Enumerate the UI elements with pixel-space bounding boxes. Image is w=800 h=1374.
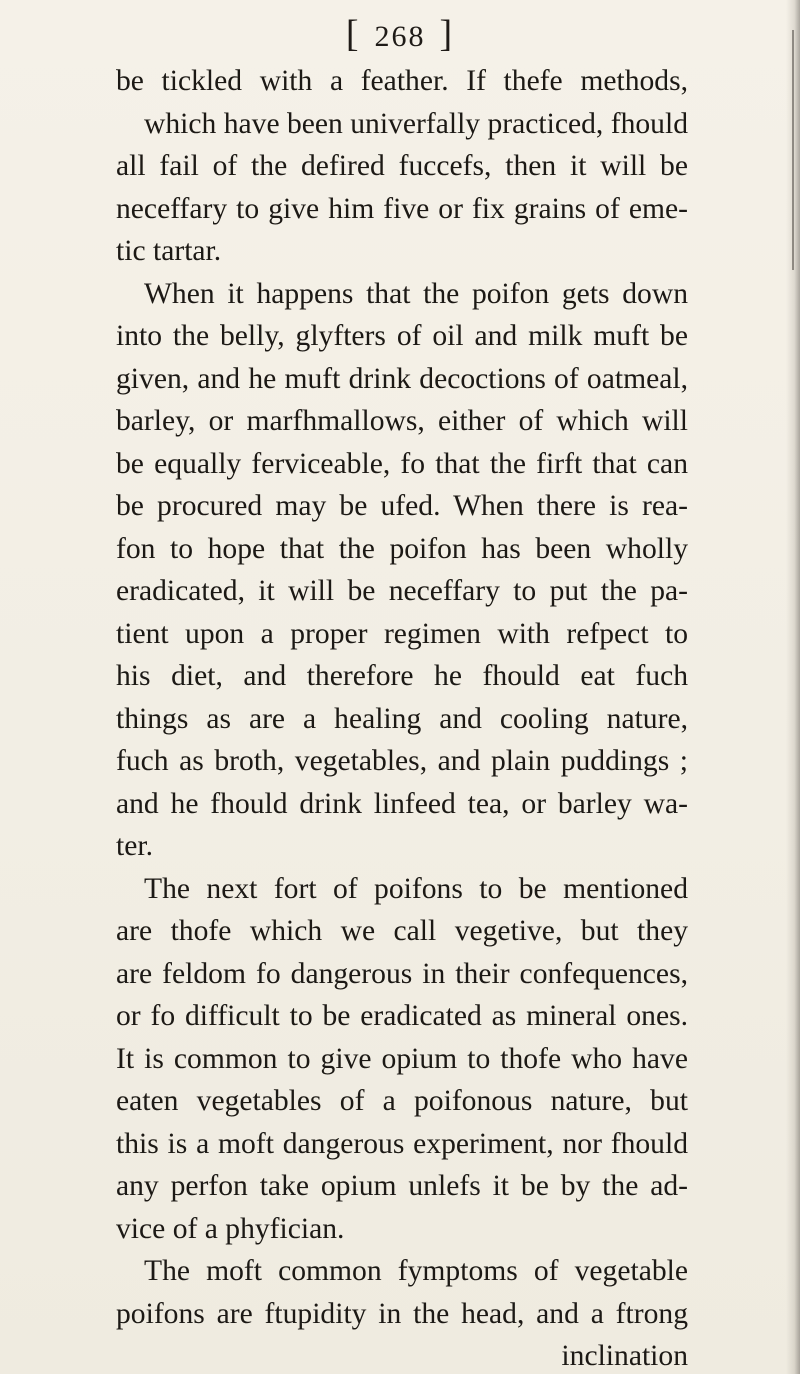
text-line: things as are a healing and cooling nature, xyxy=(116,702,688,735)
text-line: fon to hope that the poifon has been wholly xyxy=(116,532,688,565)
text-line: neceffary to give him five or fix grains of eme- xyxy=(116,192,688,225)
text-line: poifons are ftupidity in the head, and a ftrong xyxy=(116,1297,688,1330)
text-line: The next fort of poifons to be mentioned xyxy=(144,872,688,905)
text-line: fuch as broth, vegetables, and plain puddings ; xyxy=(116,745,688,777)
text-line: and he fhould drink linfeed tea, or barley wa- xyxy=(116,787,688,820)
text-line: The moft common fymptoms of vegetable xyxy=(144,1255,688,1287)
catchword: inclination xyxy=(561,1340,688,1372)
text-line: are feldom fo dangerous in their confequences, xyxy=(116,957,688,990)
header-bracket-open: [ xyxy=(345,13,361,55)
text-line: or fo difficult to be eradicated as mineral ones. xyxy=(116,1000,688,1032)
text-line: any perfon take opium unlefs it be by the ad- xyxy=(116,1170,688,1202)
text-line: tient upon a proper regimen with refpect to xyxy=(116,617,688,650)
text-line: ter. xyxy=(116,830,153,862)
page-header xyxy=(0,12,800,59)
header-bracket-close: ] xyxy=(439,13,455,55)
text-line: all fail of the defired fuccefs, then it will be xyxy=(116,150,688,182)
text-line: be tickled with a feather. If thefe methods, xyxy=(116,65,688,97)
text-line: his diet, and therefore he fhould eat fuch xyxy=(116,660,688,692)
body-text xyxy=(116,60,688,1374)
text-line: When it happens that the poifon gets down xyxy=(144,277,688,310)
text-line: barley, or marfhmallows, either of which will xyxy=(116,405,688,437)
text-line: It is common to give opium to thofe who have xyxy=(116,1042,688,1075)
text-line: be procured may be ufed. When there is rea- xyxy=(116,490,688,522)
text-line: be equally ferviceable, fo that the firft that can xyxy=(116,447,688,480)
text-line: are thofe which we call vegetive, but they xyxy=(116,915,688,947)
page-number: 268 xyxy=(374,20,426,53)
text-line: this is a moft dangerous experiment, nor fhould xyxy=(116,1127,688,1160)
text-line: which have been univerfally practiced, fhould xyxy=(144,107,688,140)
text-line: vice of a phyfician. xyxy=(116,1212,345,1245)
text-line: eaten vegetables of a poifonous nature, but xyxy=(116,1085,688,1117)
text-line: eradicated, it will be neceffary to put the pa- xyxy=(116,575,688,607)
page-edge-line xyxy=(792,30,794,270)
text-line: into the belly, glyfters of oil and milk muft be xyxy=(116,320,688,352)
text-line: given, and he muft drink decoctions of oatmeal, xyxy=(116,362,688,395)
text-line: tic tartar. xyxy=(116,235,222,267)
